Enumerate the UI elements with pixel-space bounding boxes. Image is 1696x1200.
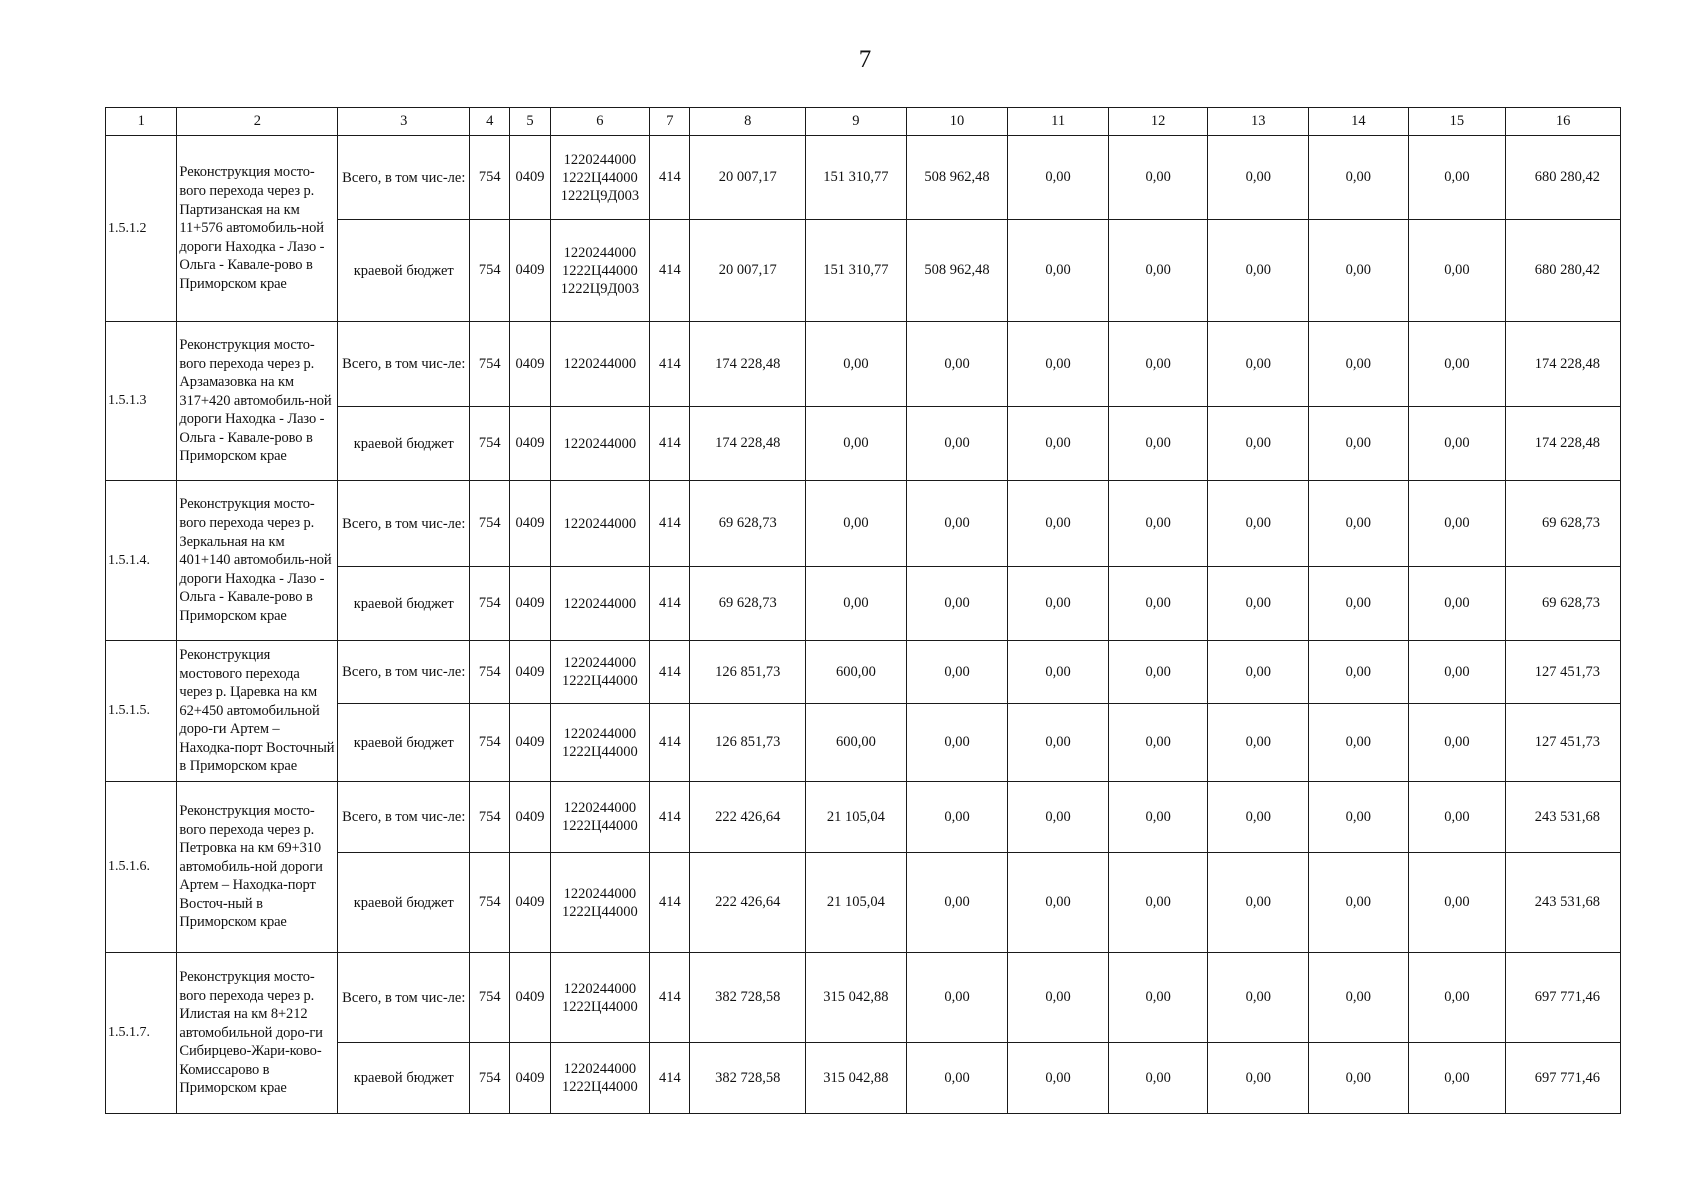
cell-col4: 754: [470, 953, 510, 1043]
cell-col11: 0,00: [1008, 853, 1109, 953]
funding-source: Всего, в том чис-ле:: [338, 641, 470, 704]
cell-col16: 680 280,42: [1506, 136, 1621, 220]
funding-source: краевой бюджет: [338, 407, 470, 481]
cell-col13: 0,00: [1208, 953, 1309, 1043]
cell-col16: 697 771,46: [1506, 1043, 1621, 1114]
cell-col5: 0409: [510, 853, 550, 953]
cell-col13: 0,00: [1208, 220, 1309, 322]
budget-codes: [550, 853, 650, 953]
cell-col13: 0,00: [1208, 481, 1309, 567]
cell-col4: 754: [470, 220, 510, 322]
table-row: [106, 322, 1621, 407]
cell-col8: 20 007,17: [690, 136, 806, 220]
col-header: 15: [1408, 108, 1506, 136]
cell-col4: 754: [470, 641, 510, 704]
budget-code: 1220244000: [563, 435, 637, 452]
budget-code: 1222Ц44000: [562, 818, 638, 834]
cell-col16: 243 531,68: [1506, 782, 1621, 853]
cell-col8: 174 228,48: [690, 407, 806, 481]
budget-code: 1222Ц9Д003: [560, 187, 640, 204]
cell-col7: 414: [650, 704, 690, 782]
cell-col5: 0409: [510, 407, 550, 481]
cell-col14: 0,00: [1309, 322, 1409, 407]
cell-col14: 0,00: [1309, 136, 1409, 220]
budget-code: 1222Ц44000: [562, 903, 638, 920]
cell-col15: 0,00: [1408, 220, 1506, 322]
cell-col9: 0,00: [806, 407, 907, 481]
cell-col12: 0,00: [1108, 481, 1208, 567]
cell-col15: 0,00: [1408, 641, 1506, 704]
cell-col11: 0,00: [1008, 481, 1109, 567]
item-name: Реконструкция мосто-вого перехода через р. Илистая на км 8+212 автомобильной доро-ги Сибирцево-Жари-ково-Комиссарово в Приморском крае: [177, 953, 338, 1114]
cell-col4: 754: [470, 853, 510, 953]
cell-col10: 0,00: [906, 407, 1008, 481]
col-header: 14: [1309, 108, 1409, 136]
col-header: 4: [470, 108, 510, 136]
cell-col7: 414: [650, 1043, 690, 1114]
table-row: [106, 481, 1621, 567]
cell-col11: 0,00: [1008, 407, 1109, 481]
cell-col8: 222 426,64: [690, 782, 806, 853]
cell-col4: 754: [470, 567, 510, 641]
budget-codes: [550, 322, 650, 407]
budget-table: [105, 107, 1621, 1114]
cell-col9: 0,00: [806, 322, 907, 407]
cell-col13: 0,00: [1208, 853, 1309, 953]
cell-col7: 414: [650, 567, 690, 641]
budget-codes: [550, 1043, 650, 1114]
cell-col16: 174 228,48: [1506, 322, 1621, 407]
cell-col8: 174 228,48: [690, 322, 806, 407]
cell-col15: 0,00: [1408, 782, 1506, 853]
cell-col12: 0,00: [1108, 782, 1208, 853]
budget-code: 1220244000: [563, 244, 637, 261]
cell-col7: 414: [650, 853, 690, 953]
cell-col10: 0,00: [906, 782, 1008, 853]
cell-col14: 0,00: [1309, 704, 1409, 782]
cell-col8: 20 007,17: [690, 220, 806, 322]
col-header: 10: [906, 108, 1008, 136]
table-row: [106, 136, 1621, 220]
cell-col7: 414: [650, 220, 690, 322]
cell-col5: 0409: [510, 953, 550, 1043]
cell-col5: 0409: [510, 481, 550, 567]
cell-col8: 69 628,73: [690, 567, 806, 641]
cell-col11: 0,00: [1008, 641, 1109, 704]
budget-codes: [550, 704, 650, 782]
item-number: 1.5.1.3: [106, 322, 177, 481]
cell-col16: 243 531,68: [1506, 853, 1621, 953]
cell-col11: 0,00: [1008, 220, 1109, 322]
cell-col5: 0409: [510, 782, 550, 853]
col-header: 11: [1008, 108, 1109, 136]
cell-col13: 0,00: [1208, 567, 1309, 641]
cell-col8: 382 728,58: [690, 953, 806, 1043]
budget-code: 1220244000: [563, 725, 637, 742]
cell-col12: 0,00: [1108, 641, 1208, 704]
item-name: Реконструкция мосто-вого перехода через р. Зеркальная на км 401+140 автомобиль-ной дороги Находка - Лазо - Ольга - Кавале-рово в Приморском крае: [177, 481, 338, 641]
cell-col10: 0,00: [906, 641, 1008, 704]
cell-col7: 414: [650, 641, 690, 704]
col-header: 5: [510, 108, 550, 136]
budget-codes: [550, 782, 650, 853]
cell-col11: 0,00: [1008, 567, 1109, 641]
budget-codes: [550, 641, 650, 704]
cell-col12: 0,00: [1108, 322, 1208, 407]
budget-code: 1220244000: [563, 595, 637, 612]
cell-col14: 0,00: [1309, 567, 1409, 641]
cell-col16: 697 771,46: [1506, 953, 1621, 1043]
col-header: 6: [550, 108, 650, 136]
cell-col4: 754: [470, 782, 510, 853]
cell-col10: 0,00: [906, 1043, 1008, 1114]
cell-col8: 222 426,64: [690, 853, 806, 953]
cell-col9: 21 105,04: [806, 782, 907, 853]
cell-col9: 21 105,04: [806, 853, 907, 953]
cell-col14: 0,00: [1309, 782, 1409, 853]
budget-code: 1220244000: [563, 885, 637, 902]
cell-col9: 315 042,88: [806, 1043, 907, 1114]
cell-col5: 0409: [510, 567, 550, 641]
col-header: 8: [690, 108, 806, 136]
col-header: 3: [338, 108, 470, 136]
cell-col14: 0,00: [1309, 407, 1409, 481]
col-header: 12: [1108, 108, 1208, 136]
cell-col9: 151 310,77: [806, 136, 907, 220]
cell-col15: 0,00: [1408, 567, 1506, 641]
cell-col7: 414: [650, 782, 690, 853]
cell-col7: 414: [650, 136, 690, 220]
cell-col16: 127 451,73: [1506, 641, 1621, 704]
budget-code: 1222Ц44000: [562, 998, 638, 1015]
funding-source: краевой бюджет: [338, 220, 470, 322]
cell-col7: 414: [650, 481, 690, 567]
cell-col15: 0,00: [1408, 853, 1506, 953]
cell-col14: 0,00: [1309, 953, 1409, 1043]
col-header: 16: [1506, 108, 1621, 136]
cell-col13: 0,00: [1208, 407, 1309, 481]
cell-col8: 69 628,73: [690, 481, 806, 567]
funding-source: Всего, в том чис-ле:: [338, 136, 470, 220]
cell-col12: 0,00: [1108, 220, 1208, 322]
budget-codes: [550, 481, 650, 567]
budget-codes: [550, 136, 650, 220]
cell-col10: 0,00: [906, 704, 1008, 782]
funding-source: Всего, в том чис-ле:: [338, 782, 470, 853]
budget-code: 1220244000: [563, 800, 637, 816]
cell-col11: 0,00: [1008, 322, 1109, 407]
cell-col7: 414: [650, 953, 690, 1043]
cell-col4: 754: [470, 322, 510, 407]
col-header: 9: [806, 108, 907, 136]
cell-col4: 754: [470, 136, 510, 220]
cell-col12: 0,00: [1108, 567, 1208, 641]
cell-col9: 600,00: [806, 641, 907, 704]
cell-col13: 0,00: [1208, 641, 1309, 704]
funding-source: краевой бюджет: [338, 1043, 470, 1114]
cell-col16: 69 628,73: [1506, 567, 1621, 641]
item-number: 1.5.1.7.: [106, 953, 177, 1114]
cell-col4: 754: [470, 1043, 510, 1114]
cell-col8: 126 851,73: [690, 641, 806, 704]
cell-col7: 414: [650, 322, 690, 407]
cell-col4: 754: [470, 481, 510, 567]
item-number: 1.5.1.6.: [106, 782, 177, 953]
funding-source: Всего, в том чис-ле:: [338, 322, 470, 407]
cell-col12: 0,00: [1108, 953, 1208, 1043]
item-name: Реконструкция мостового перехода через р. Царевка на км 62+450 автомобильной доро-ги Артем – Находка-порт Восточный в Приморском крае: [177, 641, 338, 782]
table-row: [106, 782, 1621, 853]
cell-col10: 0,00: [906, 567, 1008, 641]
cell-col11: 0,00: [1008, 782, 1109, 853]
cell-col11: 0,00: [1008, 1043, 1109, 1114]
cell-col16: 69 628,73: [1506, 481, 1621, 567]
funding-source: краевой бюджет: [338, 853, 470, 953]
item-number: 1.5.1.4.: [106, 481, 177, 641]
cell-col15: 0,00: [1408, 481, 1506, 567]
budget-code: 1220244000: [563, 980, 637, 997]
cell-col8: 382 728,58: [690, 1043, 806, 1114]
cell-col13: 0,00: [1208, 1043, 1309, 1114]
budget-code: 1220244000: [563, 356, 637, 372]
cell-col15: 0,00: [1408, 953, 1506, 1043]
cell-col15: 0,00: [1408, 1043, 1506, 1114]
budget-code: 1220244000: [563, 655, 637, 671]
funding-source: Всего, в том чис-ле:: [338, 953, 470, 1043]
cell-col10: 0,00: [906, 481, 1008, 567]
cell-col10: 0,00: [906, 322, 1008, 407]
cell-col11: 0,00: [1008, 704, 1109, 782]
cell-col13: 0,00: [1208, 322, 1309, 407]
cell-col10: 0,00: [906, 853, 1008, 953]
cell-col5: 0409: [510, 136, 550, 220]
cell-col14: 0,00: [1309, 220, 1409, 322]
cell-col12: 0,00: [1108, 1043, 1208, 1114]
cell-col14: 0,00: [1309, 481, 1409, 567]
budget-codes: [550, 567, 650, 641]
budget-codes: [550, 220, 650, 322]
cell-col15: 0,00: [1408, 704, 1506, 782]
budget-code: 1220244000: [563, 1061, 637, 1077]
col-header: 7: [650, 108, 690, 136]
cell-col13: 0,00: [1208, 782, 1309, 853]
budget-code: 1222Ц44000: [562, 1079, 638, 1095]
cell-col15: 0,00: [1408, 407, 1506, 481]
cell-col15: 0,00: [1408, 322, 1506, 407]
cell-col9: 0,00: [806, 481, 907, 567]
cell-col5: 0409: [510, 641, 550, 704]
cell-col5: 0409: [510, 322, 550, 407]
budget-code: 1220244000: [563, 151, 637, 168]
budget-code: 1220244000: [563, 515, 637, 532]
page-number: 7: [858, 46, 872, 73]
cell-col9: 151 310,77: [806, 220, 907, 322]
cell-col13: 0,00: [1208, 704, 1309, 782]
col-header: 13: [1208, 108, 1309, 136]
item-name: Реконструкция мосто-вого перехода через р. Партизанская на км 11+576 автомобиль-ной дороги Находка - Лазо - Ольга - Кавале-рово в Приморском крае: [177, 136, 338, 322]
budget-codes: [550, 407, 650, 481]
cell-col16: 174 228,48: [1506, 407, 1621, 481]
item-number: 1.5.1.2: [106, 136, 177, 322]
cell-col10: 508 962,48: [906, 136, 1008, 220]
cell-col12: 0,00: [1108, 407, 1208, 481]
cell-col5: 0409: [510, 704, 550, 782]
cell-col9: 315 042,88: [806, 953, 907, 1043]
cell-col12: 0,00: [1108, 704, 1208, 782]
budget-code: 1222Ц44000: [562, 262, 638, 279]
budget-code: 1222Ц44000: [562, 169, 638, 186]
cell-col9: 600,00: [806, 704, 907, 782]
funding-source: Всего, в том чис-ле:: [338, 481, 470, 567]
cell-col16: 680 280,42: [1506, 220, 1621, 322]
header-row: [106, 108, 1621, 136]
cell-col8: 126 851,73: [690, 704, 806, 782]
budget-code: 1222Ц9Д003: [560, 280, 640, 297]
cell-col5: 0409: [510, 1043, 550, 1114]
cell-col12: 0,00: [1108, 136, 1208, 220]
col-header: 1: [106, 108, 177, 136]
cell-col11: 0,00: [1008, 953, 1109, 1043]
budget-code: 1222Ц44000: [562, 673, 638, 689]
funding-source: краевой бюджет: [338, 704, 470, 782]
item-name: Реконструкция мосто-вого перехода через р. Арзамазовка на км 317+420 автомобиль-ной дороги Находка - Лазо - Ольга - Кавале-рово в Приморском крае: [177, 322, 338, 481]
cell-col9: 0,00: [806, 567, 907, 641]
cell-col15: 0,00: [1408, 136, 1506, 220]
cell-col7: 414: [650, 407, 690, 481]
cell-col13: 0,00: [1208, 136, 1309, 220]
cell-col4: 754: [470, 704, 510, 782]
col-header: 2: [177, 108, 338, 136]
item-number: 1.5.1.5.: [106, 641, 177, 782]
table-row: [106, 953, 1621, 1043]
item-name: Реконструкция мосто-вого перехода через р. Петровка на км 69+310 автомобиль-ной дороги Артем – Находка-порт Восточ-ный в Приморском крае: [177, 782, 338, 953]
cell-col4: 754: [470, 407, 510, 481]
table-row: [106, 641, 1621, 704]
cell-col12: 0,00: [1108, 853, 1208, 953]
cell-col10: 0,00: [906, 953, 1008, 1043]
budget-codes: [550, 953, 650, 1043]
cell-col14: 0,00: [1309, 1043, 1409, 1114]
budget-code: 1222Ц44000: [562, 743, 638, 760]
cell-col10: 508 962,48: [906, 220, 1008, 322]
cell-col16: 127 451,73: [1506, 704, 1621, 782]
cell-col11: 0,00: [1008, 136, 1109, 220]
cell-col14: 0,00: [1309, 853, 1409, 953]
cell-col14: 0,00: [1309, 641, 1409, 704]
funding-source: краевой бюджет: [338, 567, 470, 641]
cell-col5: 0409: [510, 220, 550, 322]
